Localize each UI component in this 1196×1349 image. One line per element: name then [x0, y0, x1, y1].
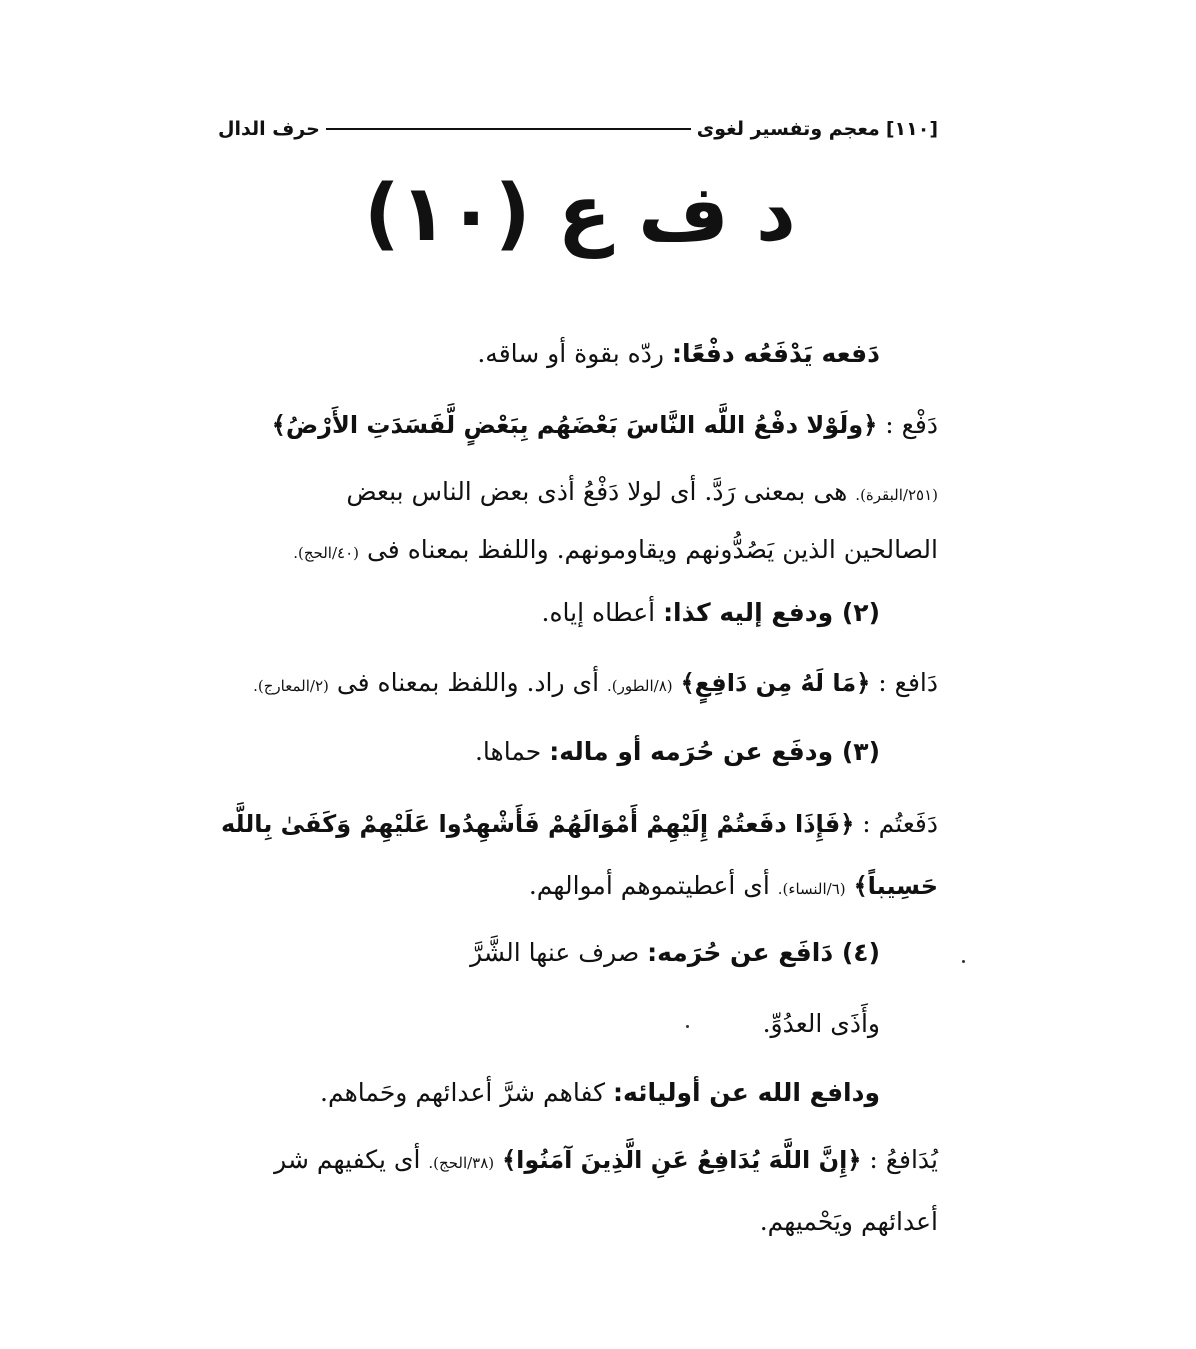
definition-text: صرف عنها الشَّرَّ	[470, 938, 640, 967]
text-line-5	[542, 593, 881, 633]
explanation-text: أى يكفيهم شر	[274, 1145, 421, 1174]
text-line-7	[475, 732, 880, 772]
verse-reference: (٢/المعارج).	[253, 677, 329, 695]
text-line-13	[274, 1140, 938, 1183]
definition-head: (٣) ودفَع عن حُرَمه أو ماله:	[549, 737, 880, 766]
section-name: حرف الدال	[218, 118, 320, 140]
explanation-text: الصالحين الذين يَصُدُّونهم ويقاومونهم. واللفظ بمعناه فى	[366, 535, 938, 564]
text-line-1	[477, 334, 880, 374]
usage-word: دَفْع :	[885, 410, 938, 439]
definition-text: كفاهم شرَّ أعدائهم وحَماهم.	[320, 1078, 606, 1107]
verse-reference: (٢٥١/البقرة).	[855, 486, 938, 504]
header-right	[697, 118, 938, 140]
quran-quote: ﴿ولَوْلا دفْعُ اللَّه النَّاسَ بَعْضَهُم بِبَعْضٍ لَّفَسَدَتِ الأَرْضُ﴾	[271, 411, 878, 439]
explanation-text: أى راد. واللفظ بمعناه فى	[336, 668, 600, 697]
text-line-10	[470, 933, 880, 973]
definition-text: وأَذَى العدُوِّ.	[762, 1009, 880, 1038]
definition-head: (٢) ودفع إليه كذا:	[663, 598, 880, 627]
text-line-12	[320, 1073, 880, 1113]
quran-quote: ﴿إِنَّ اللَّهَ يُدَافِعُ عَنِ الَّذِينَ آمَنُوا﴾	[502, 1146, 862, 1174]
definition-head: دَفعه يَدْفَعُه دفْعًا:	[671, 339, 880, 368]
explanation-text: أعدائهم ويَحْميهم.	[759, 1207, 938, 1236]
scan-speck	[686, 1025, 689, 1028]
text-line-9	[529, 866, 938, 909]
explanation-text: هى بمعنى رَدَّ. أى لولا دَفْعُ أذى بعض الناس ببعض	[346, 477, 848, 506]
book-title: معجم وتفسير لغوى	[696, 118, 880, 140]
text-line-8	[221, 804, 938, 844]
definition-text: ردّه بقوة أو ساقه.	[477, 339, 664, 368]
text-line-14	[760, 1202, 938, 1242]
quran-quote: حَسِيباً﴾	[853, 872, 938, 900]
scan-speck	[962, 960, 965, 963]
text-line-3	[346, 472, 938, 515]
verse-reference: (٦/النساء).	[777, 880, 846, 898]
verse-reference: (٨/الطور).	[606, 677, 673, 695]
verse-reference: (٣٨/الحج).	[428, 1154, 495, 1172]
running-header	[218, 112, 938, 146]
entry-title: د ف ع (١٠)	[364, 169, 796, 259]
verse-reference: (٤٠/الحج).	[293, 544, 359, 562]
header-rule	[326, 128, 691, 130]
text-line-6	[253, 663, 938, 706]
text-line-2	[272, 405, 938, 445]
text-line-11	[763, 1004, 880, 1044]
definition-head: ودافع الله عن أوليائه:	[612, 1078, 880, 1107]
quran-quote: ﴿فَإِذَا دفَعتُمْ إِلَيْهِمْ أَمْوَالَهُمْ فَأَشْهِدُوا عَلَيْهِمْ وَكَفَىٰ بِاللَّه	[220, 810, 855, 838]
page-number: [١١٠]	[885, 118, 938, 140]
usage-word: دَفَعتُم :	[862, 809, 938, 838]
definition-text: أعطاه إياه.	[541, 598, 656, 627]
text-line-4	[293, 530, 938, 573]
definition-text: حماها.	[474, 737, 542, 766]
explanation-text: أى أعطيتموهم أموالهم.	[528, 871, 770, 900]
quran-quote: ﴿مَا لَهُ مِن دَافِعٍ﴾	[680, 669, 871, 697]
definition-head: (٤) دَافَع عن حُرَمه:	[647, 938, 880, 967]
usage-word: دَافع :	[878, 668, 938, 697]
usage-word: يُدَافعُ :	[869, 1145, 938, 1174]
